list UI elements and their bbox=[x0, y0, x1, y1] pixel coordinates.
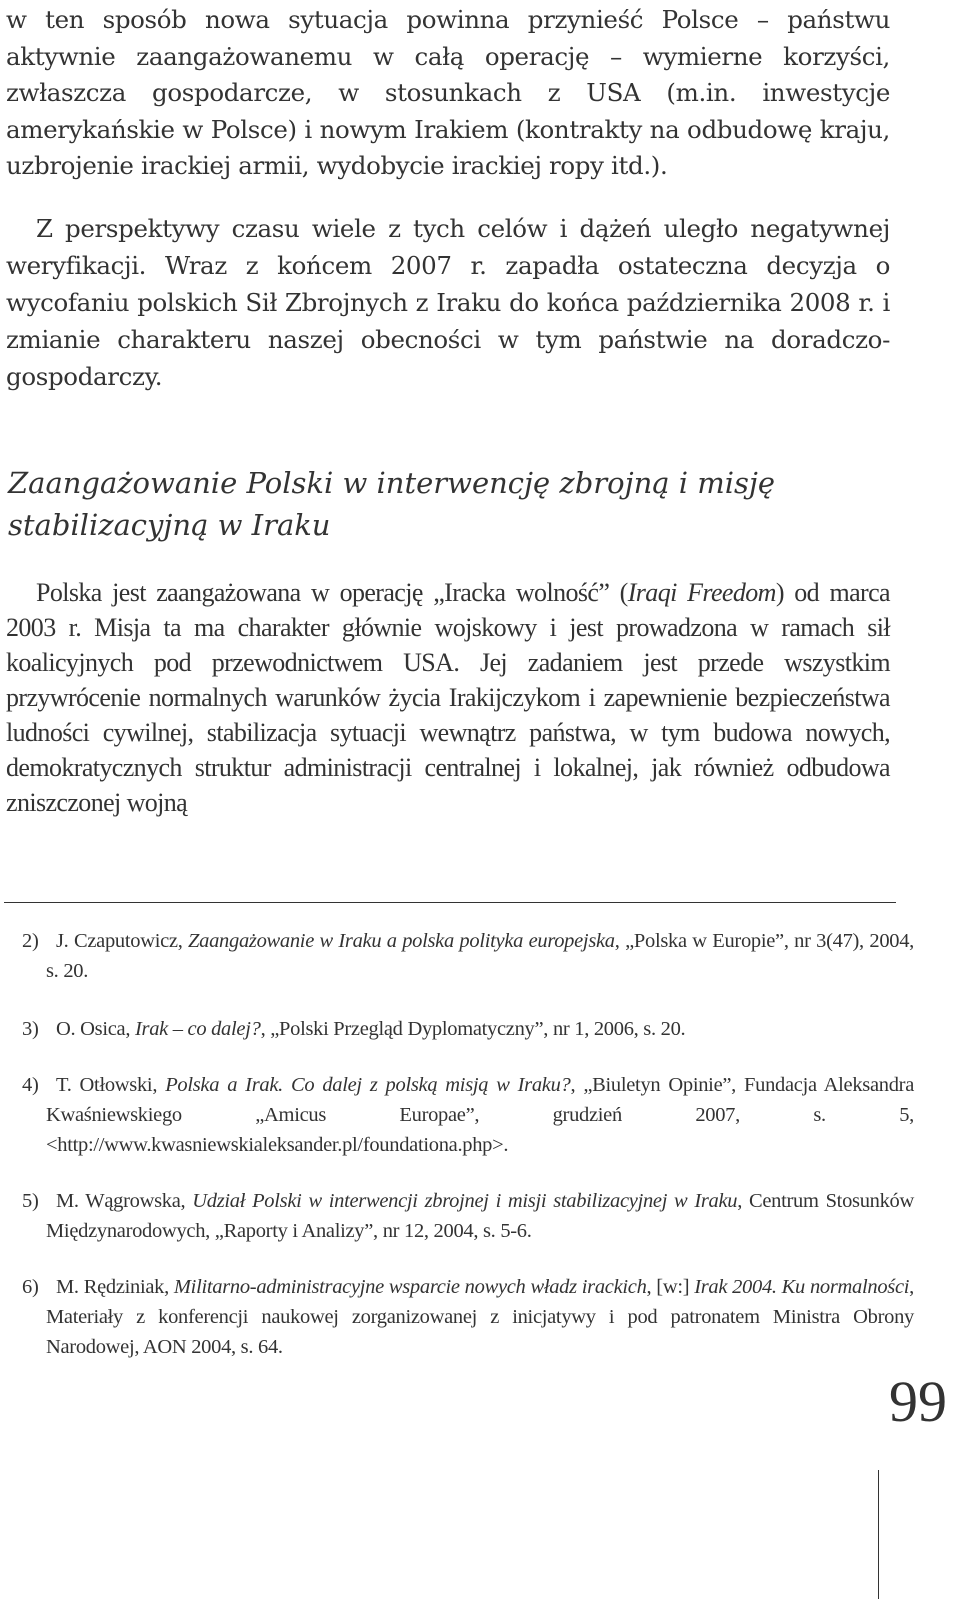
footnote-title: Militarno-administracyjne wsparcie nowych władz irackich bbox=[173, 1276, 647, 1298]
page-number-rule bbox=[878, 1470, 879, 1599]
footnote-number: 2) bbox=[22, 930, 39, 952]
footnote-source: , „Polski Przegląd Dyplomatyczny”, nr 1, 2006, s. 20. bbox=[260, 1018, 686, 1040]
footnote-source: , „Polska w Europie”, nr 3(47), 2004, s. 20. bbox=[46, 930, 915, 982]
footnote-source: , Centrum Stosunków Międzynarodowych, „Raporty i Analizy”, nr 12, 2004, s. 5-6. bbox=[46, 1190, 914, 1242]
paragraph-engagement-text-b: ) od marca 2003 r. Misja ta ma charakter głównie wojskowy i jest prowadzona w ramach sił koalicyjnych pod przewodnictwem USA. Jej zadaniem jest przede wszystkim przywrócenie normalnych warunków życia Irakijczykom i zapewnienie bezpieczeństwa ludności cywilnej, stabilizacja sytuacji wewnątrz państwa, w tym budowa nowych, demokratycznych struktur administracji centralnej i lokalnej, jak również odbudowa zniszczonej wojną bbox=[6, 578, 890, 817]
footnote-author: T. Otłowski, bbox=[56, 1074, 166, 1096]
footnote-author: O. Osica, bbox=[56, 1018, 135, 1040]
footnote-5 bbox=[22, 1186, 914, 1246]
footnote-number: 6) bbox=[22, 1276, 39, 1298]
footnote-author: J. Czaputowicz, bbox=[56, 930, 189, 952]
footnote-source: , „Biuletyn Opinie”, Fundacja Aleksandra Kwaśniewskiego „Amicus Europae”, grudzień 2007, s. 5, <http://www.kwasniewskialeksander.pl/foundationa.php>. bbox=[46, 1074, 915, 1156]
footnote-connector: , [w:] bbox=[646, 1276, 695, 1298]
footnote-title: Udział Polski w interwencji zbrojnej i misji stabilizacyjnej w Iraku bbox=[192, 1190, 738, 1212]
footnote-title: Polska a Irak. Co dalej z polską misją w Iraku? bbox=[165, 1074, 571, 1096]
footnote-source: , Materiały z konferencji naukowej zorganizowanej z inicjatywy i pod patronatem Ministra Obrony Narodowej, AON 2004, s. 64. bbox=[46, 1276, 914, 1358]
footnote-number: 3) bbox=[22, 1018, 39, 1040]
paragraph-engagement-text-a: Polska jest zaangażowana w operację „Iracka wolność” ( bbox=[36, 578, 628, 607]
footnote-author: M. Rędziniak, bbox=[56, 1276, 174, 1298]
paragraph-intro: w ten sposób nowa sytuacja powinna przynieść Polsce – państwu aktywnie zaangażowanemu w całą operację – wymierne korzyści, zwłaszcza gospodarcze, w stosunkach z USA (m.in. inwestycje amerykańskie w Polsce) i nowym Irakiem (kontrakty na odbudowę kraju, uzbrojenie irackiej armii, wydobycie irackiej ropy itd.). bbox=[6, 5, 890, 180]
paragraph-perspective bbox=[6, 210, 890, 395]
page-number: 99 bbox=[889, 1369, 947, 1434]
section-heading: Zaangażowanie Polski w interwencję zbrojną i misję stabilizacyjną w Iraku bbox=[8, 466, 776, 542]
footnote-book-title: Irak 2004. Ku normalności bbox=[694, 1276, 910, 1298]
paragraph-engagement-italic: Iraqi Freedom bbox=[627, 578, 776, 607]
footnote-separator bbox=[4, 902, 896, 903]
footnote-title: Zaangażowanie w Iraku a polska polityka europejska bbox=[188, 930, 615, 952]
footnote-number: 5) bbox=[22, 1190, 39, 1212]
footnote-4 bbox=[22, 1070, 914, 1160]
footnote-number: 4) bbox=[22, 1074, 39, 1096]
footnote-title: Irak – co dalej? bbox=[134, 1018, 261, 1040]
paragraph-engagement bbox=[6, 575, 890, 820]
footnote-2 bbox=[22, 926, 914, 986]
footnote-3 bbox=[22, 1014, 914, 1044]
paragraph-perspective-text: Z perspektywy czasu wiele z tych celów i dążeń uległo negatywnej weryfikacji. Wraz z końcem 2007 r. zapadła ostateczna decyzja o wycofaniu polskich Sił Zbrojnych z Iraku do końca października 2008 r. i zmianie charakteru naszej obecności w tym państwie na doradczo-gospodarczy. bbox=[6, 214, 890, 391]
footnote-author: M. Wągrowska, bbox=[56, 1190, 193, 1212]
footnote-6 bbox=[22, 1272, 914, 1362]
